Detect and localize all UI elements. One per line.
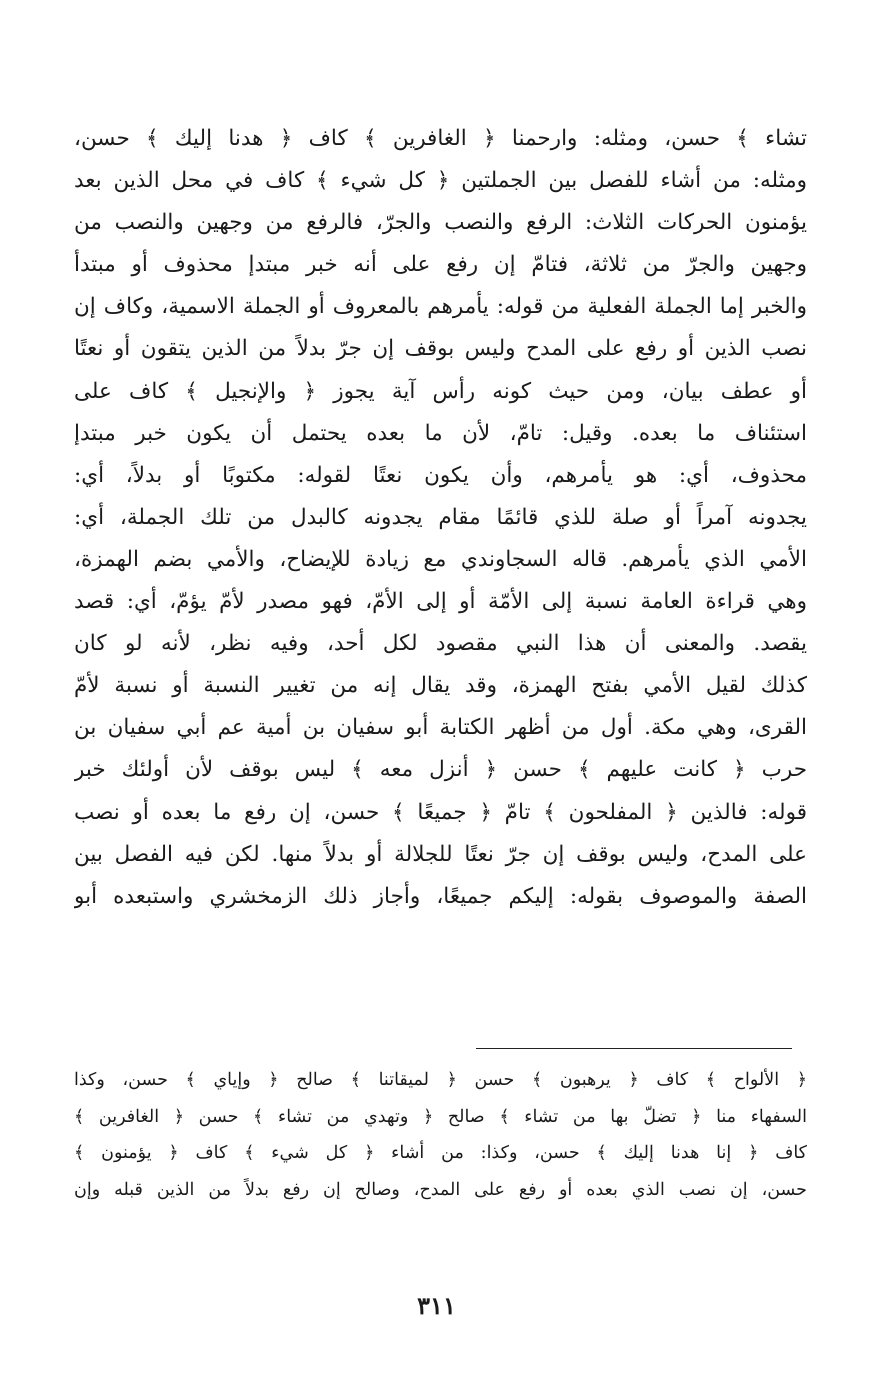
text-line: أو عطف بيان، ومن حيث كونه رأس آية يجوز ﴿ والإنجيل ﴾ كاف على — [74, 378, 807, 404]
text-line: والخبر إما الجملة الفعلية من قوله: يأمرهم بالمعروف أو الجملة الاسمية، وكاف إن — [74, 294, 807, 320]
text-line: الصفة والموصوف بقوله: إليكم جميعًا، وأجاز ذلك الزمخشري واستبعده أبو — [74, 883, 807, 909]
text-line: على المدح، وليس بوقف إن جرّ نعتًا للجلالة أو بدلاً منها. لكن فيه الفصل بين — [74, 841, 807, 867]
footnote-line: كاف ﴿ إنا هدنا إليك ﴾ حسن، وكذا: من أشاء ﴿ كل شيء ﴾ كاف ﴿ يؤمنون ﴾ — [74, 1143, 807, 1163]
footnote-line: ﴿ الألواح ﴾ كاف ﴿ يرهبون ﴾ حسن ﴿ لميقاتنا ﴾ صالح ﴿ وإياي ﴾ حسن، وكذا — [74, 1070, 807, 1090]
footnotes — [74, 1062, 807, 1208]
text-line: الأمي الذي يأمرهم. قاله السجاوندي مع زيادة للإيضاح، والأمي بضم الهمزة، — [74, 546, 807, 572]
text-line: القرى، وهي مكة. أول من أظهر الكتابة أبو سفيان بن أمية عم أبي سفيان بن — [74, 715, 807, 741]
text-line: نصب الذين أو رفع على المدح وليس بوقف إن جرّ بدلاً من الذين يتقون أو نعتًا — [74, 336, 807, 362]
text-line: استئناف ما بعده. وقيل: تامّ، لأن ما بعده يحتمل أن يكون خبر مبتدإ — [74, 420, 807, 446]
text-line: وهي قراءة العامة نسبة إلى الأمّة أو إلى الأمّ، فهو مصدر لأمّ يؤمّ، أي: قصد — [74, 589, 807, 615]
text-line: قوله: فالذين ﴿ المفلحون ﴾ تامّ ﴿ جميعًا ﴾ حسن، إن رفع ما بعده أو نصب — [74, 799, 807, 825]
text-line: محذوف، أي: هو يأمرهم، وأن يكون نعتًا لقوله: مكتوبًا أو بدلاً، أي: — [74, 462, 807, 488]
text-line: كذلك لقيل الأمي بفتح الهمزة، وقد يقال إنه من تغيير النسبة أو نسبة لأمّ — [74, 673, 807, 699]
footnote-line: حسن، إن نصب الذي بعده أو رفع على المدح، وصالح إن رفع بدلاً من الذين قبله وإن — [74, 1179, 807, 1200]
main-text — [74, 118, 807, 918]
text-line: يقصد. والمعنى أن هذا النبي مقصود لكل أحد، وفيه نظر، لأنه لو كان — [74, 631, 807, 657]
text-line: ومثله: من أشاء للفصل بين الجملتين ﴿ كل شيء ﴾ كاف في محل الذين بعد — [74, 168, 807, 194]
footnote-line: السفهاء منا ﴿ تضلّ بها من تشاء ﴾ صالح ﴿ وتهدي من تشاء ﴾ حسن ﴿ الغافرين ﴾ — [74, 1106, 807, 1127]
text-line: يجدونه آمراً أو صلة للذي قائمًا مقام يجدونه كالبدل من تلك الجملة، أي: — [74, 504, 807, 530]
text-line: يؤمنون الحركات الثلاث: الرفع والنصب والجرّ، فالرفع من وجهين والنصب من — [74, 210, 807, 236]
text-line: حرب ﴿ كانت عليهم ﴾ حسن ﴿ أنزل معه ﴾ ليس بوقف لأن أولئك خبر — [74, 757, 807, 783]
text-line: تشاء ﴾ حسن، ومثله: وارحمنا ﴿ الغافرين ﴾ كاف ﴿ هدنا إليك ﴾ حسن، — [74, 126, 807, 151]
footnote-divider — [476, 1048, 792, 1049]
page-number: ٣١١ — [417, 1291, 456, 1320]
text-line: وجهين والجرّ من ثلاثة، فتامّ إن رفع على أنه خبر مبتدإ محذوف أو مبتدأ — [74, 252, 807, 278]
